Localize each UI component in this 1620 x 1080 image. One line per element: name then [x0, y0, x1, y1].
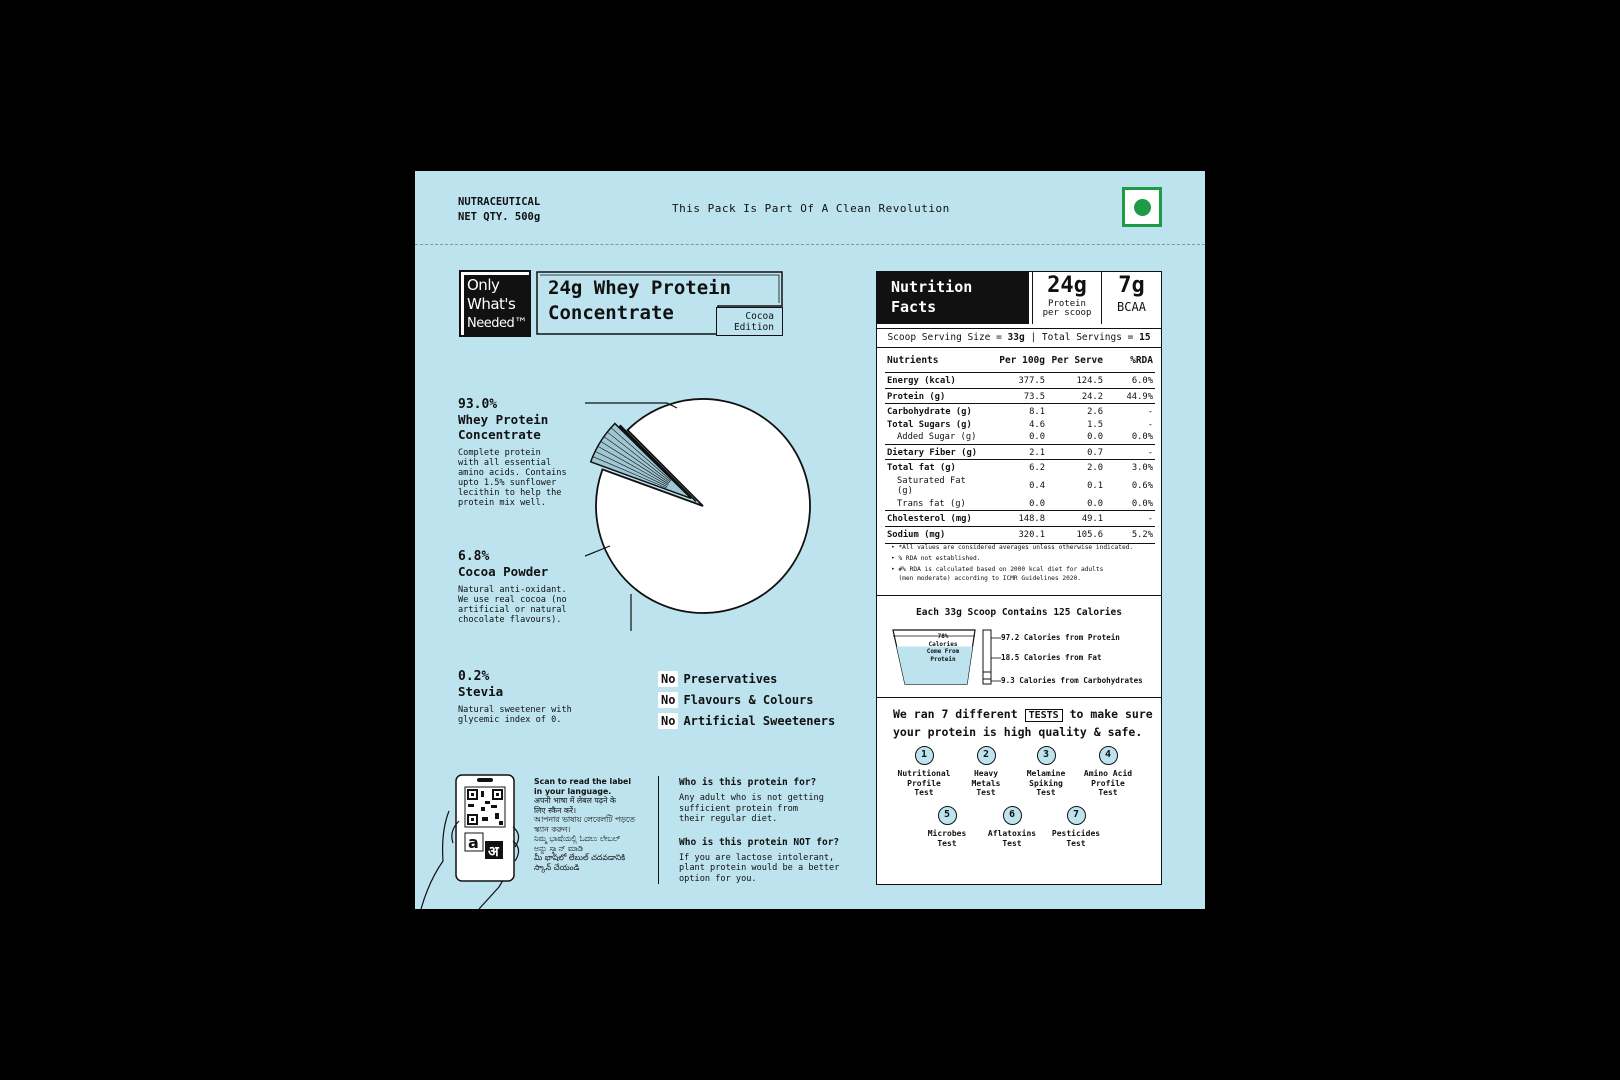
bcaa-value: 7g [1118, 273, 1145, 298]
no-badge: No [658, 713, 678, 729]
scan-text-kannada: ಅನ್ನು ಸ್ಕ್ಯಾನ್ ಮಾಡಿ [534, 843, 583, 853]
nutrition-title-line: Facts [891, 298, 937, 316]
answer-line: sufficient protein from [679, 803, 798, 814]
scan-text-telugu: స్కాన్ చేయండి [534, 862, 580, 872]
ingredient-desc: Complete protein [458, 448, 541, 458]
test-label: Test [914, 788, 934, 797]
nutrition-row [885, 498, 1155, 511]
answer-line: plant protein would be a better [679, 863, 840, 873]
test-item [977, 806, 1047, 848]
nutrient-name: Added Sugar (g) [897, 432, 977, 442]
ingredient-desc: lecithin to help the [458, 488, 562, 498]
logo-line: Only [467, 276, 500, 294]
test-item [1073, 746, 1143, 798]
test-label: Test [1066, 838, 1086, 848]
servings-text: | Total Servings = [1024, 332, 1140, 343]
nutrition-title-line: Nutrition [891, 278, 973, 296]
ingredient-name: Concentrate [458, 427, 541, 442]
test-item [912, 806, 982, 848]
test-number: 3 [1037, 746, 1056, 765]
answer-line: option for you. [679, 873, 757, 884]
phone-qr-icon[interactable] [419, 771, 529, 909]
ingredient-desc: upto 1.5% sunflower [458, 478, 557, 488]
nutrient-value: 2.6 [1047, 404, 1105, 419]
logo-line: What's [467, 295, 516, 313]
nutrition-row [885, 419, 1155, 432]
nutrition-row [885, 373, 1155, 389]
nutrition-row [885, 404, 1155, 419]
calorie-line: 9.3 Calories from Carbohydrates [1001, 676, 1143, 685]
nutrient-name: Saturated Fat (g) [897, 475, 966, 496]
test-label: Aflatoxins [987, 829, 1037, 838]
col-header: Per Serve [1051, 355, 1103, 366]
edition-badge [716, 307, 783, 336]
ingredient-desc: artificial or natural [458, 605, 567, 615]
nutrient-name: Cholesterol (mg) [885, 511, 989, 527]
nutrient-value: 377.5 [989, 373, 1047, 389]
no-item [658, 668, 835, 689]
test-number: 4 [1099, 746, 1118, 765]
nutrient-value: 24.2 [1047, 388, 1105, 404]
ingredient-desc: with all essential [458, 458, 552, 468]
nutrient-value: - [1105, 404, 1155, 419]
nutrient-value: 124.5 [1047, 373, 1105, 389]
test-item [889, 746, 959, 798]
nutrient-value: 4.6 [1029, 419, 1045, 430]
product-label-panel [415, 171, 1205, 909]
question: Who is this protein for? [679, 777, 817, 788]
ingredient-desc: Natural anti-oxidant. [458, 585, 567, 595]
nutrient-name: Carbohydrate (g) [885, 404, 989, 419]
scan-text: in your language. [534, 786, 612, 796]
serving-text: Scoop Serving Size = [887, 332, 1008, 343]
nutrient-value: 0.0 [1087, 498, 1103, 509]
scan-text-telugu: మీ భాషలో లేబుల్ చదవడానికి [534, 853, 626, 862]
tests-heading-text: to make sure [1062, 707, 1153, 721]
cup-label-line: Protein [930, 655, 956, 663]
cup-label-line: Come From [926, 648, 960, 655]
ingredient-desc: protein mix well. [458, 498, 546, 508]
pct-value: 93.0% [458, 397, 498, 412]
nutrient-name: Total Sugars (g) [887, 419, 972, 430]
ingredient-name: Cocoa Powder [458, 564, 549, 579]
logo-line: Needed™ [467, 316, 527, 331]
scan-text-bengali: আপনার ভাষায় লেবেলটি পড়তে [534, 815, 635, 824]
scan-text-hindi: लिए स्कैन करें। [534, 805, 577, 815]
net-quantity: NET QTY. 500g [458, 211, 541, 223]
test-number: 5 [938, 806, 957, 825]
test-label: Amino Acid [1083, 769, 1133, 778]
scan-text-bengali: স্ক্যান করুন। [534, 824, 571, 834]
calorie-line: 18.5 Calories from Fat [1001, 653, 1102, 662]
nutrient-value: 49.1 [1047, 511, 1105, 527]
ingredient-desc: amino acids. Contains [458, 468, 567, 478]
nutrient-value: 0.7 [1047, 444, 1105, 460]
test-label: Profile [1091, 778, 1125, 788]
ingredient-desc: chocolate flavours). [458, 615, 562, 625]
test-label: Metals [971, 778, 1001, 788]
test-label: Test [1002, 838, 1022, 848]
vertical-divider [658, 776, 659, 884]
nutrition-row [885, 460, 1155, 475]
answer-line: their regular diet. [679, 814, 778, 824]
divider [415, 244, 1205, 245]
section-divider [877, 595, 1161, 596]
edition-line: Edition [733, 322, 774, 333]
nutrient-value: 6.2 [989, 460, 1047, 475]
ingredient-name: Stevia [458, 684, 504, 699]
composition-whey [458, 397, 578, 508]
tests-heading [893, 706, 1153, 740]
cup-label-line: 78% [937, 633, 949, 640]
nutrition-title [877, 272, 1029, 324]
tests-heading-text: your protein is high quality & safe. [893, 725, 1143, 739]
edition-line: Cocoa [745, 311, 774, 322]
ingredient-desc: glycemic index of 0. [458, 715, 562, 725]
note: • *All values are considered averages unless otherwise indicated. [891, 544, 1134, 551]
test-label: Test [937, 838, 957, 848]
nutrition-row [885, 388, 1155, 404]
test-item [1041, 806, 1111, 848]
nutrient-name: Trans fat (g) [897, 498, 966, 509]
test-number: 2 [977, 746, 996, 765]
nutrition-row [885, 526, 1155, 544]
slogan: This Pack Is Part Of A Clean Revolution [672, 202, 950, 215]
nutrient-value: 5.2% [1105, 526, 1155, 544]
category-label: NUTRACEUTICAL [458, 196, 541, 208]
nutrient-value: 2.1 [989, 444, 1047, 460]
nutrient-value: 0.0 [1029, 432, 1045, 442]
no-item-label: Artificial Sweeteners [683, 713, 836, 728]
no-item [658, 689, 835, 710]
note: (men moderate) according to ICMR Guidelines 2020. [891, 574, 1081, 582]
nutrient-name: Energy (kcal) [885, 373, 989, 389]
cup-label-line: Calories [928, 640, 958, 648]
protein-value: 24g [1047, 273, 1087, 298]
nutrition-row [885, 431, 1155, 444]
nutrient-value: 105.6 [1047, 526, 1105, 544]
answer-line: If you are lactose intolerant, [679, 852, 835, 863]
qa-section [679, 777, 859, 896]
brand-logo [459, 270, 531, 337]
pct-value: 0.2% [458, 669, 490, 684]
nutrition-facts-panel [876, 271, 1162, 885]
composition-pie [585, 391, 855, 631]
no-item [658, 710, 835, 731]
no-badge: No [658, 671, 678, 687]
no-item-label: Preservatives [683, 671, 778, 686]
nutrition-row [885, 511, 1155, 527]
nutrient-value: - [1105, 511, 1155, 527]
test-label: Test [1036, 788, 1056, 797]
test-number: 6 [1003, 806, 1022, 825]
nutrient-value: 0.0% [1131, 432, 1153, 442]
bcaa-content [1102, 272, 1161, 324]
protein-sub: per scoop [1042, 308, 1092, 318]
nutrition-row [885, 475, 1155, 498]
nutrient-value: - [1147, 419, 1153, 430]
pct-value: 6.8% [458, 549, 490, 564]
svg-text:अ: अ [488, 844, 499, 860]
tests-box: TESTS [1025, 709, 1063, 722]
cup-label [923, 633, 963, 663]
nutrient-name: Sodium (mg) [885, 526, 989, 544]
pie-slice-whey [596, 399, 810, 613]
note: • % RDA not established. [891, 555, 981, 563]
test-label: Profile [907, 778, 941, 788]
col-header: Nutrients [887, 355, 939, 366]
test-number: 7 [1067, 806, 1086, 825]
calories-title: Each 33g Scoop Contains 125 Calories [916, 607, 1122, 618]
nutrient-name: Protein (g) [885, 388, 989, 404]
nutrition-notes [891, 544, 1156, 583]
scan-text: Scan to read the label [534, 777, 632, 786]
tests-heading-text: We ran 7 different [893, 707, 1025, 721]
nutrition-row [885, 444, 1155, 460]
nutrient-value: 8.1 [989, 404, 1047, 419]
no-item-label: Flavours & Colours [683, 692, 814, 707]
test-label: Microbes [927, 829, 967, 838]
nutrient-value: 0.0% [1131, 498, 1153, 509]
nutrient-value: 148.8 [989, 511, 1047, 527]
test-label: Spiking [1029, 778, 1063, 788]
note: • #% RDA is calculated based on 2000 kcal diet for adults [891, 566, 1104, 574]
leader-line-stevia [585, 594, 631, 631]
nutrient-value: 320.1 [989, 526, 1047, 544]
no-additives-list [658, 668, 835, 731]
scan-instructions [534, 777, 644, 872]
col-header: Per 100g [999, 355, 1045, 366]
nutrient-value: 2.0 [1047, 460, 1105, 475]
product-title-line: Concentrate [548, 302, 674, 324]
section-divider [877, 697, 1161, 698]
product-title-line: 24g Whey Protein [548, 277, 732, 299]
test-label: Melamine [1026, 769, 1066, 778]
nutrient-value: 0.0 [1029, 498, 1045, 509]
nutrient-value: - [1105, 444, 1155, 460]
test-label: Test [1098, 788, 1118, 797]
composition-stevia [458, 669, 588, 725]
question: Who is this protein NOT for? [679, 836, 840, 848]
nutrient-value: 3.0% [1105, 460, 1155, 475]
servings-count: 15 [1139, 332, 1151, 343]
answer-line: Any adult who is not getting [679, 793, 824, 803]
nutrient-value: 0.6% [1131, 480, 1153, 491]
veg-mark-icon [1122, 187, 1162, 227]
nutrition-table [885, 354, 1155, 544]
nutrition-header-row [885, 354, 1155, 373]
calorie-line: 97.2 Calories from Protein [1001, 633, 1120, 642]
svg-text:a: a [468, 833, 479, 852]
nutrient-value: 6.0% [1105, 373, 1155, 389]
protein-sub: Protein [1048, 299, 1086, 309]
nutrient-value: 0.4 [1029, 480, 1045, 491]
answer [679, 853, 859, 885]
nutrient-value: 44.9% [1105, 388, 1155, 404]
ingredient-desc: Natural sweetener with [458, 705, 572, 715]
bcaa-label: BCAA [1117, 300, 1146, 314]
composition-cocoa [458, 549, 578, 625]
nutrient-value: 1.5 [1087, 419, 1103, 430]
nutrient-name: Dietary Fiber (g) [885, 444, 989, 460]
test-label: Test [976, 788, 996, 797]
serving-info [877, 328, 1161, 348]
nutrient-value: 0.1 [1087, 480, 1103, 491]
ingredient-name: Whey Protein [458, 412, 549, 427]
test-number: 1 [915, 746, 934, 765]
test-label: Nutritional [897, 769, 951, 778]
scan-text-kannada: ನಿಮ್ಮ ಭಾಷೆಯಲ್ಲಿ ಓದಲು ಲೇಬಲ್ [534, 834, 621, 843]
nutrient-name: Total fat (g) [885, 460, 989, 475]
test-item [1011, 746, 1081, 798]
no-badge: No [658, 692, 678, 708]
test-label: Pesticides [1051, 829, 1101, 838]
col-header: %RDA [1130, 355, 1153, 366]
scan-text-hindi: अपनी भाषा में लेबल पढ़ने के [534, 796, 616, 805]
test-label: Heavy [973, 769, 999, 778]
header-meta [458, 195, 540, 225]
nutrient-value: 73.5 [989, 388, 1047, 404]
nutrient-value: 0.0 [1087, 432, 1103, 442]
answer [679, 793, 859, 825]
ingredient-desc: We use real cocoa (no [458, 595, 567, 605]
serving-size: 33g [1007, 332, 1025, 343]
protein-per-scoop [1032, 272, 1102, 324]
